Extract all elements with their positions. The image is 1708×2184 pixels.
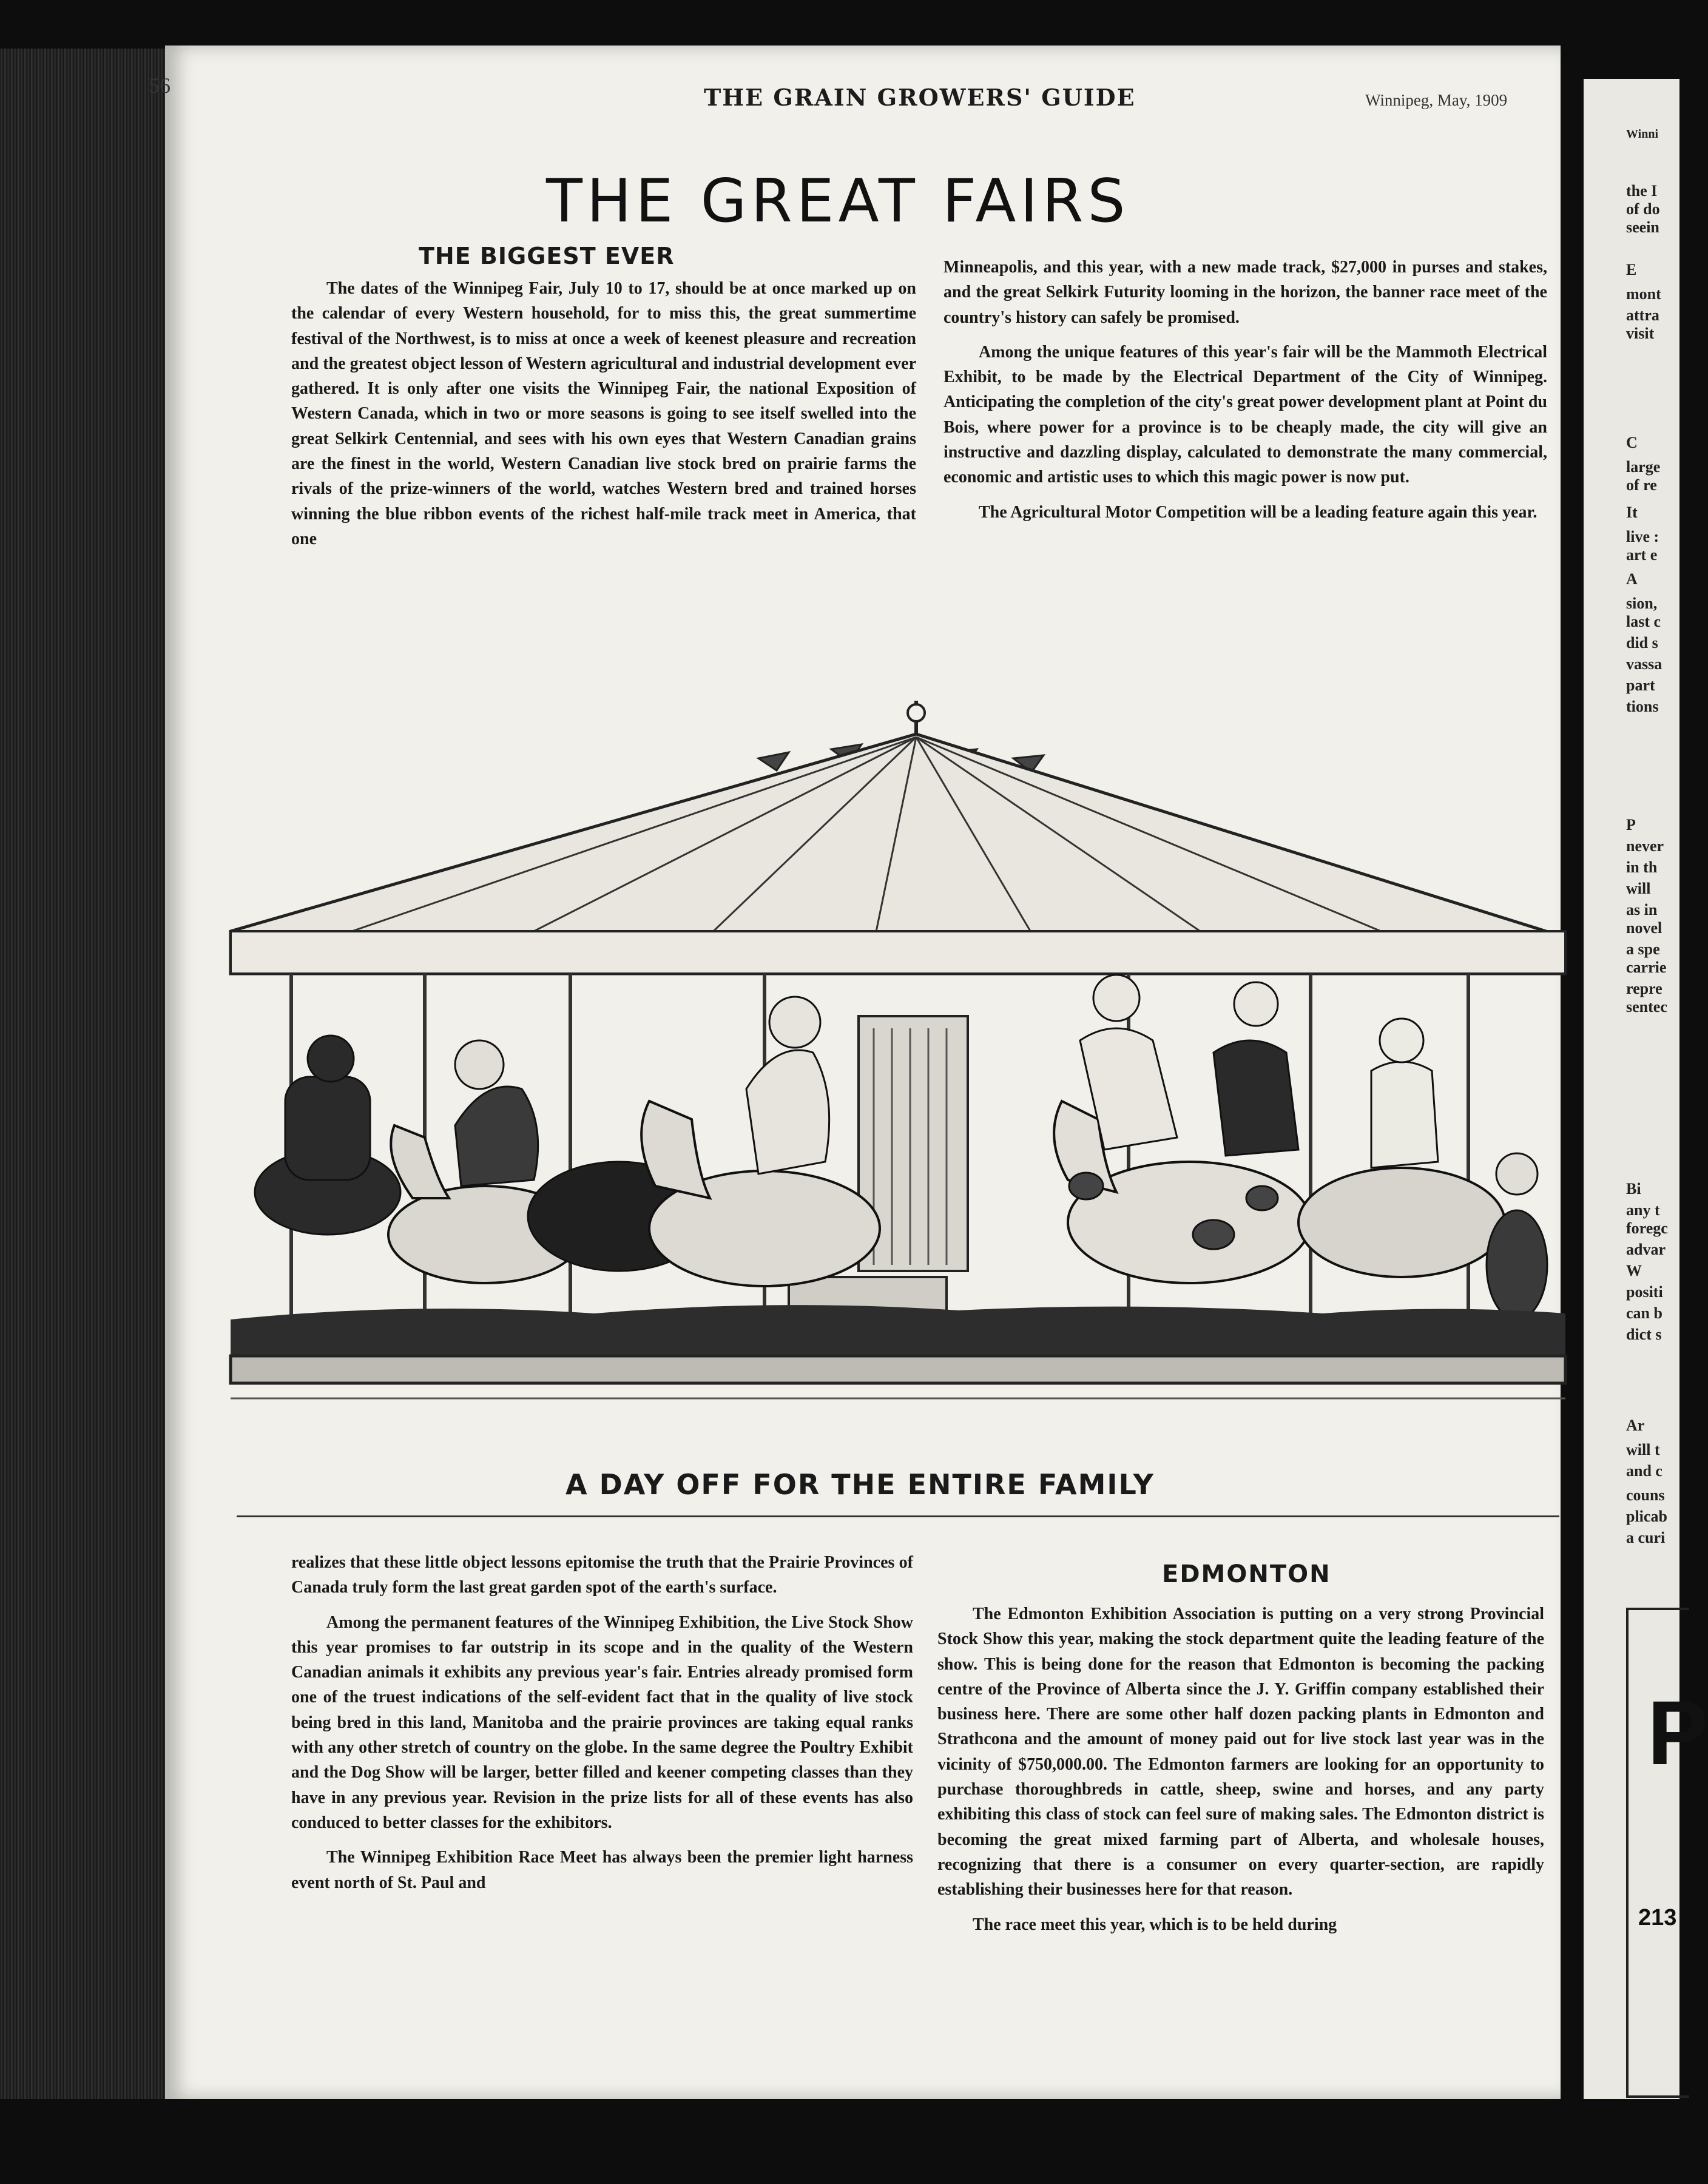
adjacent-line-fragment: E xyxy=(1626,261,1637,278)
adjacent-line-fragment: dict s xyxy=(1626,1326,1662,1343)
adjacent-line-fragment: of re xyxy=(1626,476,1657,494)
adjacent-line-fragment: Ar xyxy=(1626,1417,1645,1434)
adjacent-line-fragment: W xyxy=(1626,1262,1642,1279)
adjacent-line-fragment: seein xyxy=(1626,218,1659,236)
adjacent-line-fragment: of do xyxy=(1626,200,1660,218)
adjacent-line-fragment: art e xyxy=(1626,546,1658,564)
paragraph: The Edmonton Exhibition Association is putting on a very strong Provincial Stock Show this year, making the stock department quite the leading feature of the show. This is being done for the reason that Edmonton is becoming the packing centre of the Province of Alberta since the J. Y. Griffin company established their business here. There are some other half dozen packing plants in Edmonton and Strathcona and the amount of money paid out for live stock last year was in the vicinity of $750,000.00. The Edmonton farmers are looking for an opportunity to purchase thoroughbreds in cattle, sheep, swine and horses, and any party exhibiting this class of stock can feel sure of making sales. The Edmonton district is becoming the great mixed farming part of Alberta, and wholesale houses, recognizing that there is a consumer on every quarter-section, are rapidly establishing their businesses here for that reason. xyxy=(937,1605,1544,1899)
dateline: Winnipeg, May, 1909 xyxy=(1365,91,1508,109)
adjacent-line-fragment: couns xyxy=(1626,1486,1665,1504)
adjacent-line-fragment: live : xyxy=(1626,528,1659,545)
adjacent-line-fragment: positi xyxy=(1626,1283,1663,1301)
adjacent-line-fragment: any t xyxy=(1626,1201,1660,1219)
bottom-right-column xyxy=(937,1602,1544,1937)
adjacent-line-fragment: sion, xyxy=(1626,595,1658,612)
adjacent-line-fragment: visit xyxy=(1626,325,1655,342)
adjacent-line-fragment: sentec xyxy=(1626,998,1667,1016)
adjacent-line-fragment: attra xyxy=(1626,306,1659,324)
page-header xyxy=(0,42,1679,111)
carousel-illustration xyxy=(231,701,1565,1435)
adjacent-line-fragment: carrie xyxy=(1626,959,1667,976)
adjacent-line-fragment: foregc xyxy=(1626,1219,1668,1237)
article-title: THE GREAT FAIRS xyxy=(546,167,1130,236)
bottom-left-column xyxy=(291,1550,913,1895)
section-heading-edmonton: EDMONTON xyxy=(1162,1560,1331,1588)
adjacent-line-fragment: repre xyxy=(1626,980,1662,997)
adjacent-line-fragment: vassa xyxy=(1626,655,1662,673)
divider-rule xyxy=(237,1515,1559,1517)
illustration-caption: A DAY OFF FOR THE ENTIRE FAMILY xyxy=(565,1468,1155,1501)
book-page-edges xyxy=(0,49,182,2099)
adjacent-line-fragment: and c xyxy=(1626,1462,1662,1480)
paragraph: The Agricultural Motor Competition will be a leading feature again this year. xyxy=(979,502,1538,522)
running-title: THE GRAIN GROWERS' GUIDE xyxy=(704,84,1136,111)
adjacent-line-fragment: mont xyxy=(1626,285,1661,303)
adjacent-line-fragment: as in xyxy=(1626,901,1658,918)
ad-letter: P xyxy=(1647,1682,1708,1784)
adjacent-line-fragment: A xyxy=(1626,570,1638,588)
paragraph: The race meet this year, which is to be held during xyxy=(973,1915,1337,1934)
adjacent-line-fragment: tions xyxy=(1626,698,1659,715)
adjacent-line-fragment: in th xyxy=(1626,858,1658,876)
adjacent-line-fragment: It xyxy=(1626,504,1638,521)
adjacent-line-fragment: plicab xyxy=(1626,1508,1667,1525)
paragraph: The dates of the Winnipeg Fair, July 10 to 17, should be at once marked up on the calendar of every Western household, for to miss this, the great summertime festival of the Northwest, is to miss at once a week of keenest pleasure and recreation and the greatest object lesson of Western agricultural and industrial development ever gathered. It is only after one visits the Winnipeg Fair, the national Exposition of Western Canada, which in two or more seasons is going to see itself swelled into the great Selkirk Centennial, and sees with his own eyes that Western Canadian grains are the finest in the world, Western Canadian live stock bred on prairie farms the rivals of the prize-winners of the world, watches Western bred and trained horses winning the blue ribbon events of the richest half-mile track meet in America, that one xyxy=(291,279,916,548)
top-right-column xyxy=(943,255,1547,525)
adjacent-line-fragment: will xyxy=(1626,880,1651,897)
paragraph: Among the permanent features of the Winnipeg Exhibition, the Live Stock Show this year promises to far outstrip in its scope and in the quality of the Western Canadian animals it exhibits any previous year's fair. Entries already promised form one of the truest indications of the self-evident fact that in the quality of live stock being bred in this land, Manitoba and the prairie provinces are taking equal ranks with any other stretch of country on the globe. In the same degree the Poultry Exhibit and the Dog Show will be larger, better filled and keener competing classes than they have in any previous year. Revision in the prize lists for all of these events has also conduced to better classes for the exhibitors. xyxy=(291,1613,913,1832)
adjacent-line-fragment: last c xyxy=(1626,613,1661,630)
paragraph: Minneapolis, and this year, with a new made track, $27,000 in purses and stakes, and the great Selkirk Futurity looming in the horizon, the banner race meet of the country's history can safely be promised. xyxy=(943,258,1547,327)
adjacent-line-fragment: a curi xyxy=(1626,1529,1666,1546)
adjacent-line-fragment: novel xyxy=(1626,919,1662,937)
adjacent-line-fragment: never xyxy=(1626,837,1664,855)
top-left-column xyxy=(291,276,916,551)
adjacent-line-fragment: can b xyxy=(1626,1304,1662,1322)
adjacent-line-fragment: will t xyxy=(1626,1441,1660,1458)
adjacent-line-fragment: Bi xyxy=(1626,1180,1641,1198)
adjacent-line-fragment: did s xyxy=(1626,634,1658,652)
adjacent-line-fragment: the I xyxy=(1626,182,1658,200)
adjacent-page-edge xyxy=(1584,79,1708,2099)
adjacent-line-fragment: large xyxy=(1626,458,1661,476)
adjacent-line-fragment: C xyxy=(1626,434,1638,451)
adjacent-line-fragment: a spe xyxy=(1626,940,1660,958)
ad-number: 213 xyxy=(1638,1905,1677,1930)
adjacent-header: Winni xyxy=(1626,127,1658,141)
article-subtitle: THE BIGGEST EVER xyxy=(419,243,675,269)
adjacent-line-fragment: advar xyxy=(1626,1241,1666,1258)
adjacent-line-fragment: P xyxy=(1626,816,1636,834)
paragraph: Among the unique features of this year's fair will be the Mammoth Electrical Exhibit, to be made by the Electrical Department of the City of Winnipeg. Anticipating the completion of the city's great power development plant at Point du Bois, where power for a province is to be cheaply made, the city will give an instructive and dazzling display, calculated to demonstrate the many commercial, economic and artistic uses to which this magic power is now put. xyxy=(943,342,1547,487)
paragraph: The Winnipeg Exhibition Race Meet has always been the premier light harness event north of St. Paul and xyxy=(291,1848,913,1892)
adjacent-line-fragment: part xyxy=(1626,676,1655,694)
paragraph: realizes that these little object lessons epitomise the truth that the Prairie Provinces of Canada truly form the last great garden spot of the earth's surface. xyxy=(291,1553,913,1597)
page-number: 56 xyxy=(149,73,170,98)
